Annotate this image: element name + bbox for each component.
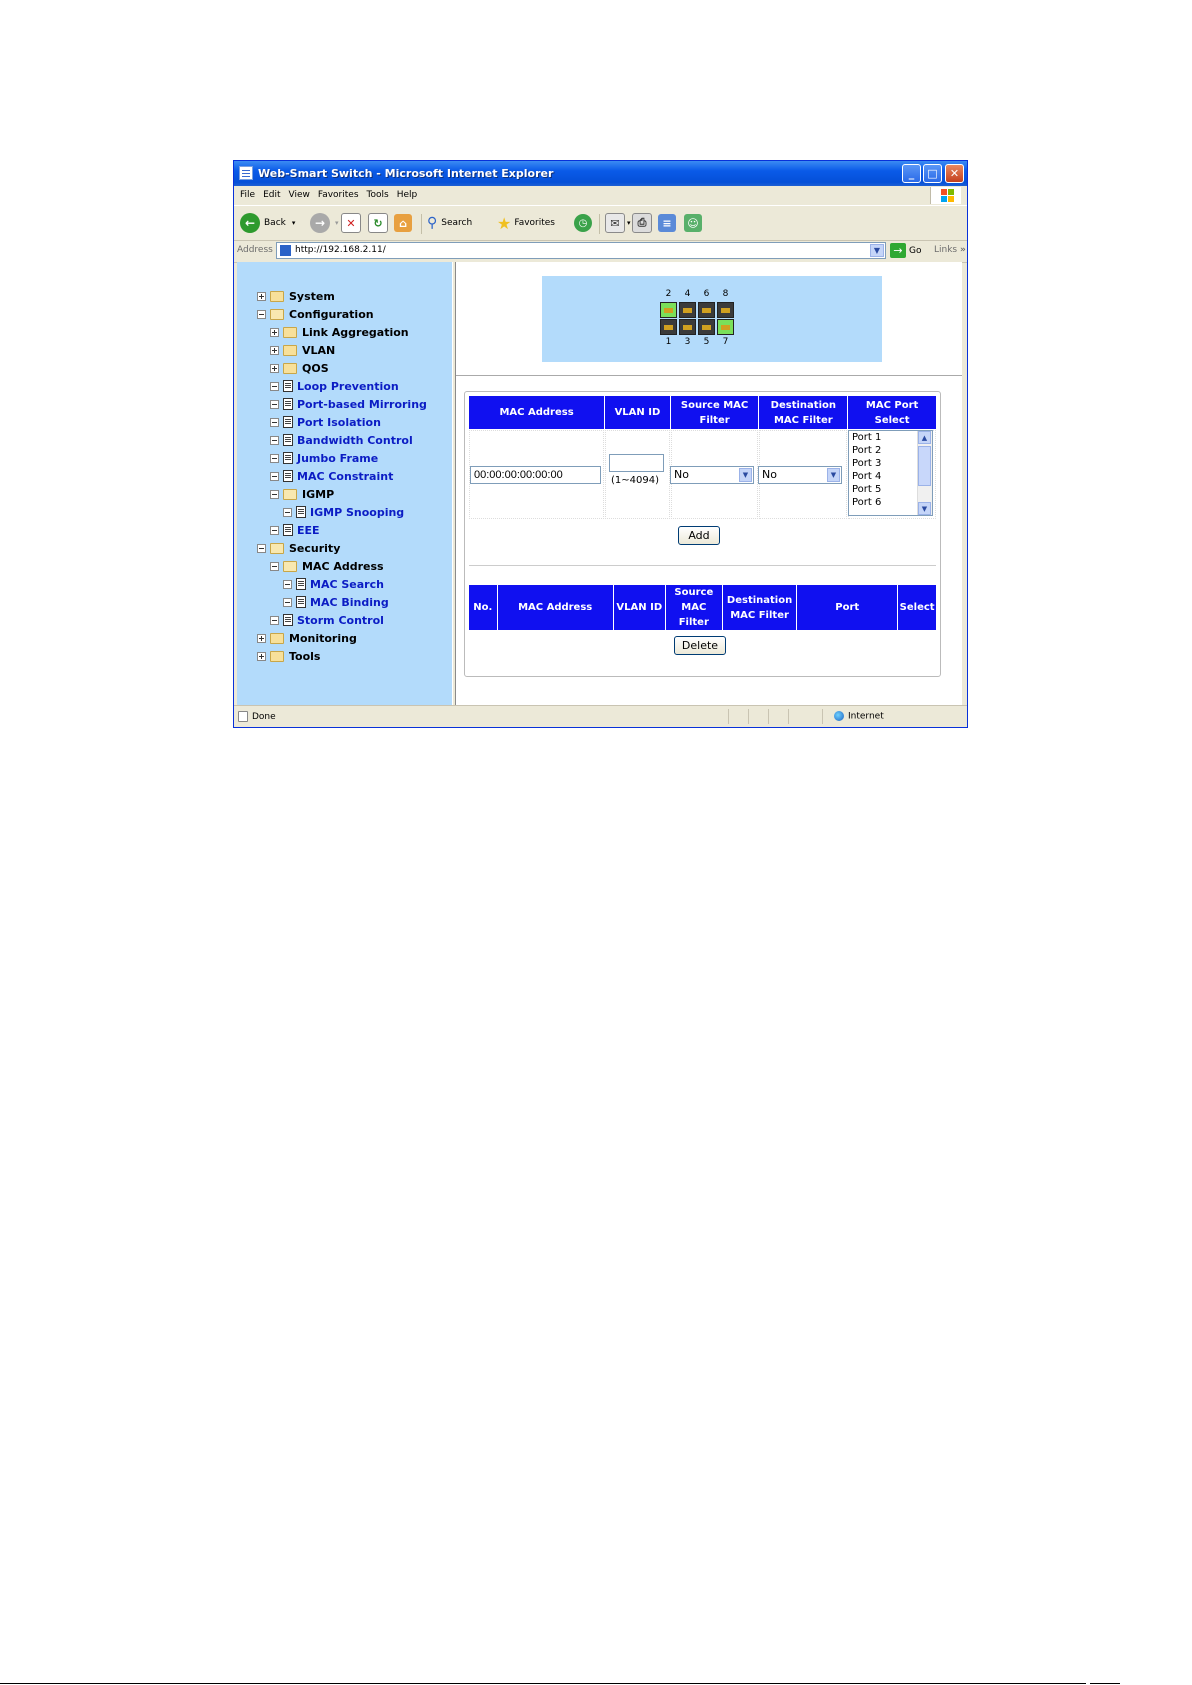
edit-page-icon: ≡: [658, 214, 676, 232]
folder-icon: [283, 345, 297, 356]
search-icon: ⚲: [427, 215, 438, 231]
nav-item-label: MAC Search: [310, 578, 384, 591]
status-bar: [234, 705, 967, 728]
header-line: Destination: [726, 594, 793, 606]
nav-item-label: IGMP Snooping: [310, 506, 405, 519]
refresh-icon: ↻: [368, 213, 388, 233]
address-url: http://192.168.2.11/: [295, 245, 386, 255]
nav-item-label: QOS: [302, 362, 329, 375]
menu-bar: [234, 186, 967, 205]
globe-icon: [834, 711, 844, 721]
header-line: MAC Filter: [678, 602, 709, 628]
collapse-icon[interactable]: [257, 310, 266, 319]
maximize-button[interactable]: □: [923, 164, 942, 183]
nav-tree: [237, 262, 452, 705]
port-2-icon[interactable]: [660, 302, 677, 318]
col-vlan-id: VLAN ID: [614, 585, 665, 630]
window-title: Web-Smart Switch - Microsoft Internet Explorer: [258, 167, 554, 180]
nav-item-bandwidth-control[interactable]: [270, 434, 413, 448]
chevron-down-icon[interactable]: ▼: [870, 244, 884, 257]
page-icon: [283, 470, 293, 482]
mail-button[interactable]: [605, 212, 631, 234]
header-line: MAC Filter: [773, 414, 833, 426]
status-text: [238, 711, 276, 722]
col-source-mac-filter: [671, 396, 759, 429]
col-vlan-id: VLAN ID: [605, 396, 670, 429]
nav-item-label: EEE: [297, 524, 320, 537]
nav-item-igmp[interactable]: [270, 488, 334, 502]
collapse-icon[interactable]: [270, 472, 279, 481]
expand-icon[interactable]: [257, 652, 266, 661]
page-icon: [296, 506, 306, 518]
collapse-icon[interactable]: [270, 436, 279, 445]
nav-item-label: Configuration: [289, 308, 374, 321]
back-label: Back: [264, 218, 286, 228]
forward-button[interactable]: [310, 212, 339, 234]
nav-item-mac-search[interactable]: [283, 578, 384, 592]
nav-item-label: System: [289, 290, 335, 303]
col-mac-address: MAC Address: [469, 396, 604, 429]
port-status-panel: [542, 276, 882, 362]
star-icon: ★: [497, 213, 512, 233]
standard-toolbar: [234, 205, 967, 241]
collapse-icon[interactable]: [270, 616, 279, 625]
page-icon: [296, 578, 306, 590]
port-option[interactable]: Port 6: [852, 497, 882, 508]
search-label: Search: [441, 218, 473, 228]
collapse-icon[interactable]: [270, 562, 279, 571]
links-button[interactable]: [934, 245, 966, 255]
close-button[interactable]: ✕: [945, 164, 964, 183]
header-line: Filter: [699, 414, 730, 426]
expand-icon[interactable]: [257, 292, 266, 301]
header-line: Source: [674, 587, 714, 598]
nav-item-vlan[interactable]: [270, 344, 335, 358]
nav-item-port-isolation[interactable]: [270, 416, 381, 430]
menu-edit[interactable]: Edit: [263, 190, 281, 200]
col-no: No.: [469, 585, 497, 630]
nav-item-loop-prevention[interactable]: [270, 380, 399, 394]
nav-item-eee[interactable]: [270, 524, 320, 538]
chevron-right-icon: »: [960, 245, 966, 255]
nav-item-label: Security: [289, 542, 341, 555]
col-select: Select: [898, 585, 936, 630]
nav-item-qos[interactable]: [270, 362, 329, 376]
links-label: Links: [934, 245, 958, 255]
nav-item-mac-binding[interactable]: [283, 596, 389, 610]
vlan-range-hint: (1~4094): [611, 475, 659, 486]
scroll-up-icon[interactable]: ▲: [918, 431, 931, 444]
status-pane: [768, 709, 769, 724]
expand-icon[interactable]: [257, 634, 266, 643]
folder-open-icon: [283, 561, 297, 572]
page-done-icon: [238, 711, 248, 722]
header-line: MAC Port: [865, 399, 919, 411]
header-line: Destination: [770, 399, 836, 411]
mail-icon: ✉: [605, 213, 625, 233]
binding-list-table: [468, 584, 937, 631]
port-number-label: 4: [684, 289, 691, 299]
collapse-icon[interactable]: [270, 418, 279, 427]
expand-icon[interactable]: [270, 346, 279, 355]
page-content: [237, 262, 962, 705]
folder-icon: [270, 651, 284, 662]
history-button[interactable]: [574, 212, 592, 234]
nav-item-security[interactable]: [257, 542, 340, 556]
go-button[interactable]: [890, 243, 921, 258]
nav-item-label: Bandwidth Control: [297, 434, 413, 447]
col-source-mac-filter: [666, 585, 722, 630]
port-option[interactable]: Port 1: [852, 432, 882, 443]
port-8-icon[interactable]: [717, 302, 734, 318]
port-option[interactable]: Port 2: [852, 445, 882, 456]
vlan-id-input[interactable]: [609, 454, 664, 472]
section-divider: [469, 565, 936, 566]
page-icon: [283, 416, 293, 428]
col-destination-mac-filter: [723, 585, 796, 630]
chevron-down-icon: ▼: [827, 468, 840, 482]
port-7-icon[interactable]: [717, 319, 734, 335]
page-icon: [283, 398, 293, 410]
nav-item-mac-address[interactable]: [270, 560, 384, 574]
zone-label: Internet: [848, 711, 884, 722]
chevron-down-icon: ▾: [335, 219, 339, 227]
port-number-label: 3: [684, 337, 691, 347]
port-listbox[interactable]: [848, 430, 933, 516]
delete-button[interactable]: Delete: [674, 636, 726, 655]
add-button[interactable]: Add: [678, 526, 720, 545]
port-5-icon[interactable]: [698, 319, 715, 335]
col-mac-address: MAC Address: [498, 585, 613, 630]
folder-icon: [283, 363, 297, 374]
nav-item-label: MAC Address: [302, 560, 384, 573]
collapse-icon[interactable]: [270, 454, 279, 463]
col-mac-port-select: [848, 396, 936, 429]
status-done-label: Done: [252, 712, 276, 722]
nav-item-label: Link Aggregation: [302, 326, 409, 339]
status-pane: [728, 709, 729, 724]
expand-icon[interactable]: [270, 328, 279, 337]
messenger-button[interactable]: [684, 212, 702, 234]
menu-view[interactable]: View: [288, 190, 310, 200]
address-input[interactable]: [276, 242, 886, 259]
collapse-icon[interactable]: [270, 490, 279, 499]
edit-button[interactable]: [658, 212, 676, 234]
collapse-icon[interactable]: [270, 382, 279, 391]
nav-item-monitoring[interactable]: [257, 632, 357, 646]
nav-item-system[interactable]: [257, 290, 335, 304]
home-button[interactable]: [394, 212, 412, 234]
nav-item-label: Storm Control: [297, 614, 384, 627]
printer-icon: ⎙: [632, 213, 652, 233]
folder-icon: [270, 291, 284, 302]
source-filter-value: No: [674, 468, 689, 481]
go-label: Go: [909, 245, 922, 256]
port-3-icon[interactable]: [679, 319, 696, 335]
collapse-icon[interactable]: [257, 544, 266, 553]
go-arrow-icon: →: [890, 243, 906, 258]
nav-item-label: Loop Prevention: [297, 380, 399, 393]
chevron-down-icon: ▾: [291, 219, 296, 227]
history-icon: ◷: [574, 214, 592, 232]
nav-item-mac-constraint[interactable]: [270, 470, 393, 484]
folder-open-icon: [283, 489, 297, 500]
col-port: Port: [797, 585, 897, 630]
port-number-label: 8: [722, 289, 729, 299]
nav-item-label: VLAN: [302, 344, 336, 357]
search-button[interactable]: [427, 212, 472, 234]
collapse-icon[interactable]: [270, 400, 279, 409]
menu-help[interactable]: Help: [396, 190, 418, 200]
port-number-label: 1: [665, 337, 672, 347]
stop-button[interactable]: [341, 212, 361, 234]
back-arrow-icon: ←: [240, 213, 260, 233]
stop-icon: ✕: [341, 213, 361, 233]
security-zone: [834, 711, 884, 722]
mac-binding-box: [464, 391, 941, 677]
nav-item-label: Jumbo Frame: [297, 452, 379, 465]
chevron-down-icon: ▾: [627, 219, 631, 227]
folder-open-icon: [270, 309, 284, 320]
favorites-label: Favorites: [514, 218, 555, 228]
port-option[interactable]: Port 5: [852, 484, 882, 495]
nav-item-storm-control[interactable]: [270, 614, 384, 628]
scroll-thumb[interactable]: [918, 446, 931, 486]
chevron-down-icon: ▼: [739, 468, 752, 482]
port-option[interactable]: Port 3: [852, 458, 882, 469]
port-1-icon[interactable]: [660, 319, 677, 335]
destination-filter-value: No: [762, 468, 777, 481]
windows-logo-icon: [930, 187, 961, 204]
col-destination-mac-filter: [759, 396, 847, 429]
nav-item-jumbo-frame[interactable]: [270, 452, 378, 466]
address-label: Address: [237, 245, 273, 255]
collapse-icon[interactable]: [283, 508, 292, 517]
source-filter-select[interactable]: [670, 466, 754, 484]
page-icon: [296, 596, 306, 608]
favorites-button[interactable]: [497, 212, 555, 234]
scroll-down-icon[interactable]: ▼: [918, 502, 931, 515]
address-bar: [234, 239, 967, 263]
title-bar: [234, 161, 967, 186]
port-option[interactable]: Port 4: [852, 471, 882, 482]
nav-item-label: Port-based Mirroring: [297, 398, 427, 411]
nav-item-label: MAC Binding: [310, 596, 389, 609]
port-number-label: 7: [722, 337, 729, 347]
toolbar-separator: [599, 214, 600, 234]
page-icon: [283, 434, 293, 446]
forward-arrow-icon: →: [310, 213, 330, 233]
nav-item-label: IGMP: [302, 488, 335, 501]
page-icon: [283, 524, 293, 536]
port-number-label: 6: [703, 289, 710, 299]
destination-filter-select[interactable]: [758, 466, 842, 484]
home-icon: ⌂: [394, 214, 412, 232]
nav-item-label: Tools: [289, 650, 321, 663]
collapse-icon[interactable]: [270, 526, 279, 535]
page-footer-rule: [0, 1683, 1086, 1684]
status-pane: [748, 709, 749, 724]
nav-item-label: MAC Constraint: [297, 470, 394, 483]
expand-icon[interactable]: [270, 364, 279, 373]
folder-open-icon: [270, 543, 284, 554]
refresh-button[interactable]: [368, 212, 388, 234]
menu-favorites[interactable]: Favorites: [317, 190, 359, 200]
mac-address-input[interactable]: [470, 466, 601, 484]
port-4-icon[interactable]: [679, 302, 696, 318]
nav-item-igmp-snooping[interactable]: [283, 506, 404, 520]
minimize-button[interactable]: _: [902, 164, 921, 183]
header-line: Select: [874, 414, 910, 426]
nav-item-label: Monitoring: [289, 632, 357, 645]
nav-item-label: Port Isolation: [297, 416, 381, 429]
browser-window: [233, 160, 968, 728]
messenger-icon: ☺: [684, 214, 702, 232]
page-icon: [280, 245, 291, 256]
nav-item-port-based-mirroring[interactable]: [270, 398, 427, 412]
ie-page-icon: [239, 166, 253, 180]
page-icon: [283, 380, 293, 392]
frame-divider: [456, 375, 962, 379]
nav-item-configuration[interactable]: [257, 308, 374, 322]
header-line: MAC Filter: [730, 609, 789, 621]
port-number-label: 2: [665, 289, 672, 299]
folder-icon: [270, 633, 284, 644]
toolbar-separator: [421, 214, 422, 234]
status-pane: [788, 709, 789, 724]
port-number-label: 5: [703, 337, 710, 347]
collapse-icon[interactable]: [283, 598, 292, 607]
page-icon: [283, 452, 293, 464]
print-button[interactable]: [632, 212, 652, 234]
page-icon: [283, 614, 293, 626]
folder-icon: [283, 327, 297, 338]
menu-tools[interactable]: Tools: [366, 190, 389, 200]
port-6-icon[interactable]: [698, 302, 715, 318]
listbox-scrollbar[interactable]: [917, 431, 932, 515]
header-line: Source MAC: [680, 399, 749, 411]
status-pane: [822, 709, 823, 724]
page-footer-rule: [1090, 1683, 1120, 1684]
nav-item-tools[interactable]: [257, 650, 320, 664]
collapse-icon[interactable]: [283, 580, 292, 589]
nav-item-link-aggregation[interactable]: [270, 326, 409, 340]
back-button[interactable]: [240, 212, 295, 234]
menu-file[interactable]: File: [240, 190, 256, 200]
main-frame: [456, 262, 962, 705]
